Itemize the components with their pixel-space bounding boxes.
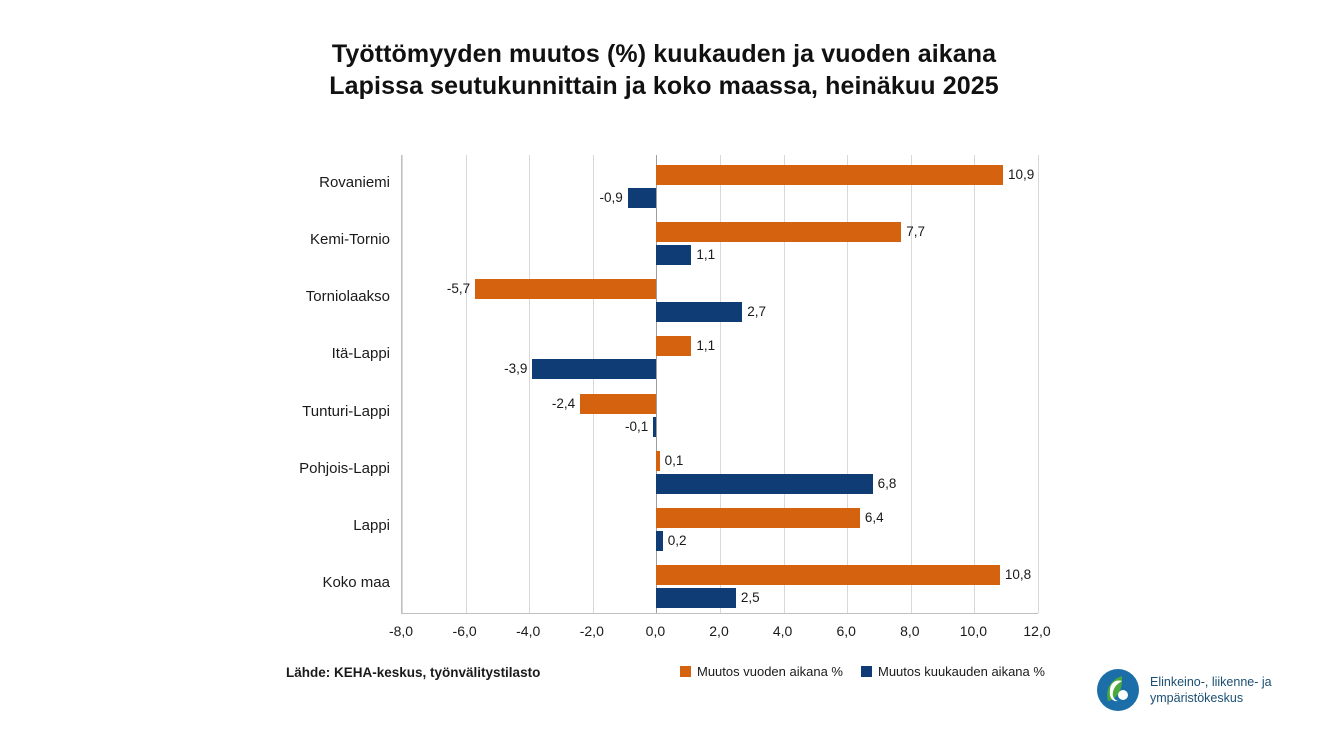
bar [656, 451, 659, 471]
chart-plot-area [401, 155, 1038, 613]
bar-value-label: 6,8 [877, 475, 897, 491]
category-label: Torniolaakso [305, 288, 390, 306]
bar [656, 565, 999, 585]
bar-value-label: 1,1 [696, 338, 716, 354]
bar [656, 474, 872, 494]
x-axis-tick-label: 2,0 [709, 623, 729, 639]
gridline [593, 155, 594, 613]
category-label: Rovaniemi [319, 173, 390, 191]
bar-value-label: 2,7 [747, 304, 767, 320]
bar-value-label: -0,1 [624, 418, 649, 434]
bar [656, 336, 691, 356]
bar-value-label: -0,9 [599, 189, 623, 205]
bar-value-label: 10,8 [1004, 567, 1032, 583]
page-title-line-2: Lapissa seutukunnittain ja koko maassa, heinäkuu 2025 [329, 72, 999, 100]
bar [656, 508, 860, 528]
bar [653, 417, 656, 437]
bar [656, 588, 736, 608]
bar-value-label: 2,5 [740, 590, 760, 606]
legend-item[interactable] [680, 664, 843, 679]
bar [656, 302, 742, 322]
page-title [0, 38, 1328, 102]
organization-logo [1096, 668, 1272, 712]
bar [532, 359, 656, 379]
gridline [529, 155, 530, 613]
gridline [974, 155, 975, 613]
x-axis-tick-label: -6,0 [452, 623, 477, 639]
page-title-line-1: Työttömyyden muutos (%) kuukauden ja vuoden aikana [331, 40, 997, 68]
category-label: Tunturi-Lappi [302, 402, 390, 420]
bar-value-label: 7,7 [906, 223, 926, 239]
bar-value-label: -2,4 [551, 395, 576, 411]
legend-item[interactable] [861, 664, 1045, 679]
bar-value-label: 0,2 [667, 533, 687, 549]
logo-text-line-2: ympäristökeskus [1150, 691, 1244, 705]
category-label: Kemi-Tornio [309, 230, 390, 248]
legend-label: Muutos vuoden aikana % [697, 664, 843, 679]
category-axis-labels [100, 155, 390, 613]
gridline [1038, 155, 1039, 613]
bar [628, 188, 657, 208]
category-label: Itä-Lappi [331, 345, 390, 363]
x-axis-tick-label: 4,0 [772, 623, 793, 639]
x-axis-tick-label: 10,0 [959, 623, 988, 639]
legend-swatch-icon [680, 666, 691, 677]
bar [656, 222, 901, 242]
legend-swatch-icon [861, 666, 872, 677]
source-note: Lähde: KEHA-keskus, työnvälitystilasto [286, 665, 541, 680]
bar-value-label: 10,9 [1008, 166, 1035, 182]
category-label: Lappi [353, 517, 390, 535]
value-axis [388, 613, 1051, 644]
gridline [466, 155, 467, 613]
category-label: Koko maa [322, 574, 390, 592]
x-axis-tick-label: -8,0 [388, 623, 414, 639]
bar-value-label: -5,7 [446, 281, 471, 297]
bar-value-label: 0,1 [664, 452, 684, 468]
bar [656, 165, 1003, 185]
category-label: Pohjois-Lappi [299, 459, 390, 477]
x-axis-tick-label: 12,0 [1023, 623, 1051, 639]
x-axis-tick-label: -4,0 [516, 623, 541, 639]
x-axis-tick-label: 8,0 [900, 623, 920, 639]
bar-value-label: -3,9 [504, 361, 528, 377]
bar-value-label: 6,4 [864, 510, 884, 526]
bar-value-label: 1,1 [696, 246, 716, 262]
x-axis-tick-label: -2,0 [579, 623, 604, 639]
x-axis-tick-label: 6,0 [836, 623, 856, 639]
bar [656, 245, 691, 265]
legend-label: Muutos kuukauden aikana % [877, 664, 1045, 679]
logo-text [1150, 674, 1272, 707]
ely-logo-icon [1096, 668, 1140, 712]
bar [580, 394, 656, 414]
gridline [402, 155, 403, 613]
bar [656, 531, 662, 551]
bar [475, 279, 656, 299]
chart-legend [680, 664, 1045, 679]
x-axis-tick-label: 0,0 [645, 623, 666, 639]
logo-text-line-1: Elinkeino-, liikenne- ja [1150, 674, 1272, 689]
